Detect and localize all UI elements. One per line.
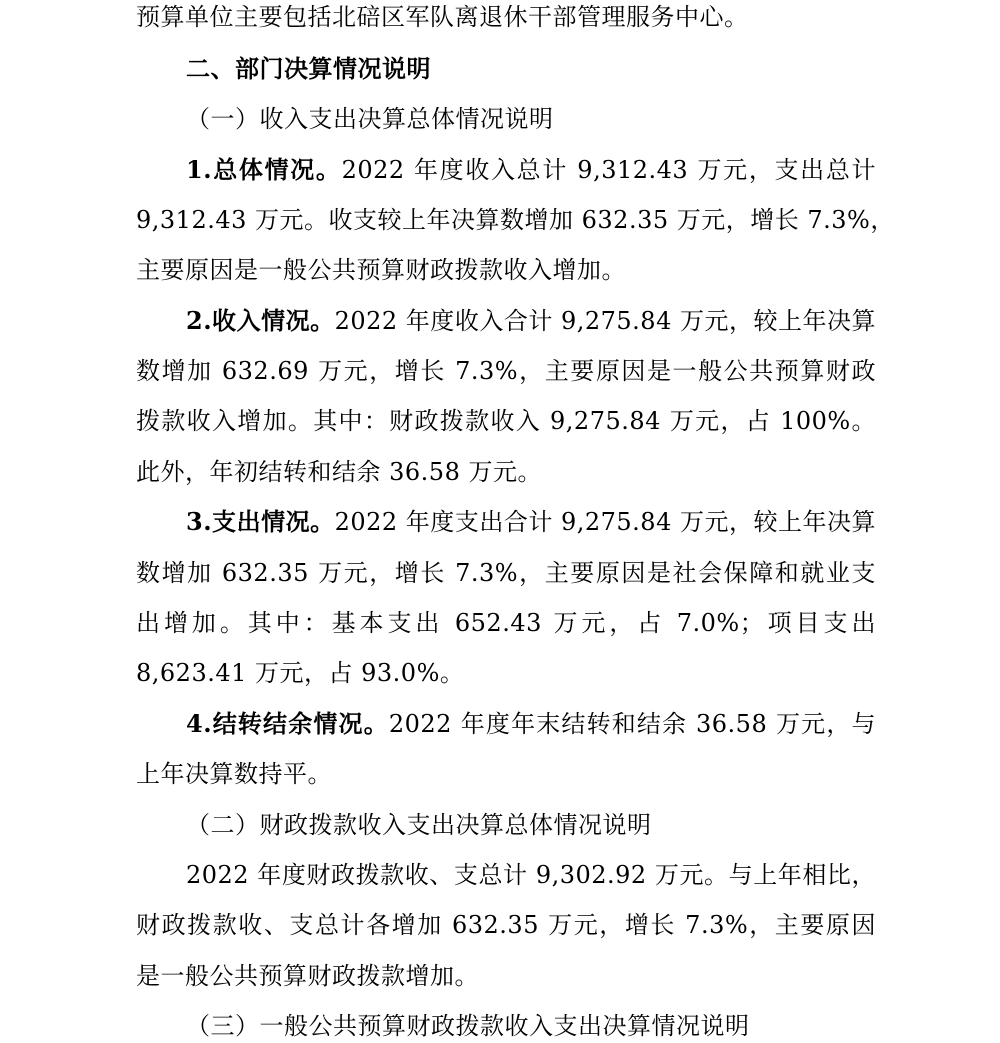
p5-text-1: 2022 年度财政拨款收、支总计 9,302.92 万元。与上年相比， xyxy=(186,861,876,889)
p3-line-1 xyxy=(186,505,876,539)
intro-text: 预算单位主要包括北碚区军队离退休干部管理服务中心。 xyxy=(136,3,749,31)
p2-text-1: 2022 年度收入合计 9,275.84 万元，较上年决算 xyxy=(334,307,877,335)
section-two-heading xyxy=(186,52,926,86)
p1-text-1: 2022 年度收入总计 9,312.43 万元，支出总计 xyxy=(341,156,876,184)
p3-text-2: 数增加 632.35 万元，增长 7.3%，主要原因是社会保障和就业支 xyxy=(136,559,876,587)
p3-text-4: 8,623.41 万元，占 93.0%。 xyxy=(136,659,465,687)
p1-label: 1.总体情况。 xyxy=(186,155,342,184)
p5-text-2: 财政拨款收、支总计各增加 632.35 万元，增长 7.3%，主要原因 xyxy=(136,911,876,939)
sub-two-heading-text: （二）财政拨款收入支出决算总体情况说明 xyxy=(186,811,652,839)
p3-text-3: 出增加。其中：基本支出 652.43 万元，占 7.0%；项目支出 xyxy=(136,609,876,637)
sub-one-heading-text: （一）收入支出决算总体情况说明 xyxy=(186,105,554,133)
p4-line-1 xyxy=(186,707,876,741)
p3-line-2 xyxy=(136,556,876,590)
p4-label: 4.结转结余情况。 xyxy=(186,709,389,738)
p1-line-2 xyxy=(136,203,895,237)
p5-text-3: 是一般公共预算财政拨款增加。 xyxy=(136,962,479,990)
p3-text-1: 2022 年度支出合计 9,275.84 万元，较上年决算 xyxy=(334,508,877,536)
p5-line-3 xyxy=(136,959,876,993)
p1-text-2: 9,312.43 万元。收支较上年决算数增加 632.35 万元，增长 7.3%， xyxy=(136,206,895,234)
intro-line xyxy=(136,0,876,34)
p1-line-3 xyxy=(136,253,876,287)
p2-label: 2.收入情况。 xyxy=(186,306,335,335)
p2-text-3: 拨款收入增加。其中：财政拨款收入 9,275.84 万元，占 100%。 xyxy=(136,407,876,435)
sub-one-heading xyxy=(186,102,926,136)
p2-line-3 xyxy=(136,404,876,438)
p1-line-1 xyxy=(186,153,876,187)
sub-three-heading-text: （三）一般公共预算财政拨款收入支出决算情况说明 xyxy=(186,1012,750,1040)
p2-line-4 xyxy=(136,455,876,489)
p3-line-4 xyxy=(136,656,876,690)
p4-text-1: 2022 年度年末结转和结余 36.58 万元，与 xyxy=(388,710,877,738)
p4-line-2 xyxy=(136,757,876,791)
p5-line-2 xyxy=(136,908,876,942)
p1-text-3: 主要原因是一般公共预算财政拨款收入增加。 xyxy=(136,256,626,284)
p3-label: 3.支出情况。 xyxy=(186,507,335,536)
sub-three-heading xyxy=(186,1009,926,1043)
p2-line-1 xyxy=(186,304,876,338)
p2-line-2 xyxy=(136,354,876,388)
p3-line-3 xyxy=(136,606,876,640)
p4-text-2: 上年决算数持平。 xyxy=(136,760,332,788)
p2-text-2: 数增加 632.69 万元，增长 7.3%，主要原因是一般公共预算财政 xyxy=(136,357,876,385)
sub-two-heading xyxy=(186,808,926,842)
p2-text-4: 此外，年初结转和结余 36.58 万元。 xyxy=(136,458,542,486)
p5-line-1 xyxy=(186,858,876,892)
section-two-heading-text: 二、部门决算情况说明 xyxy=(186,55,431,83)
